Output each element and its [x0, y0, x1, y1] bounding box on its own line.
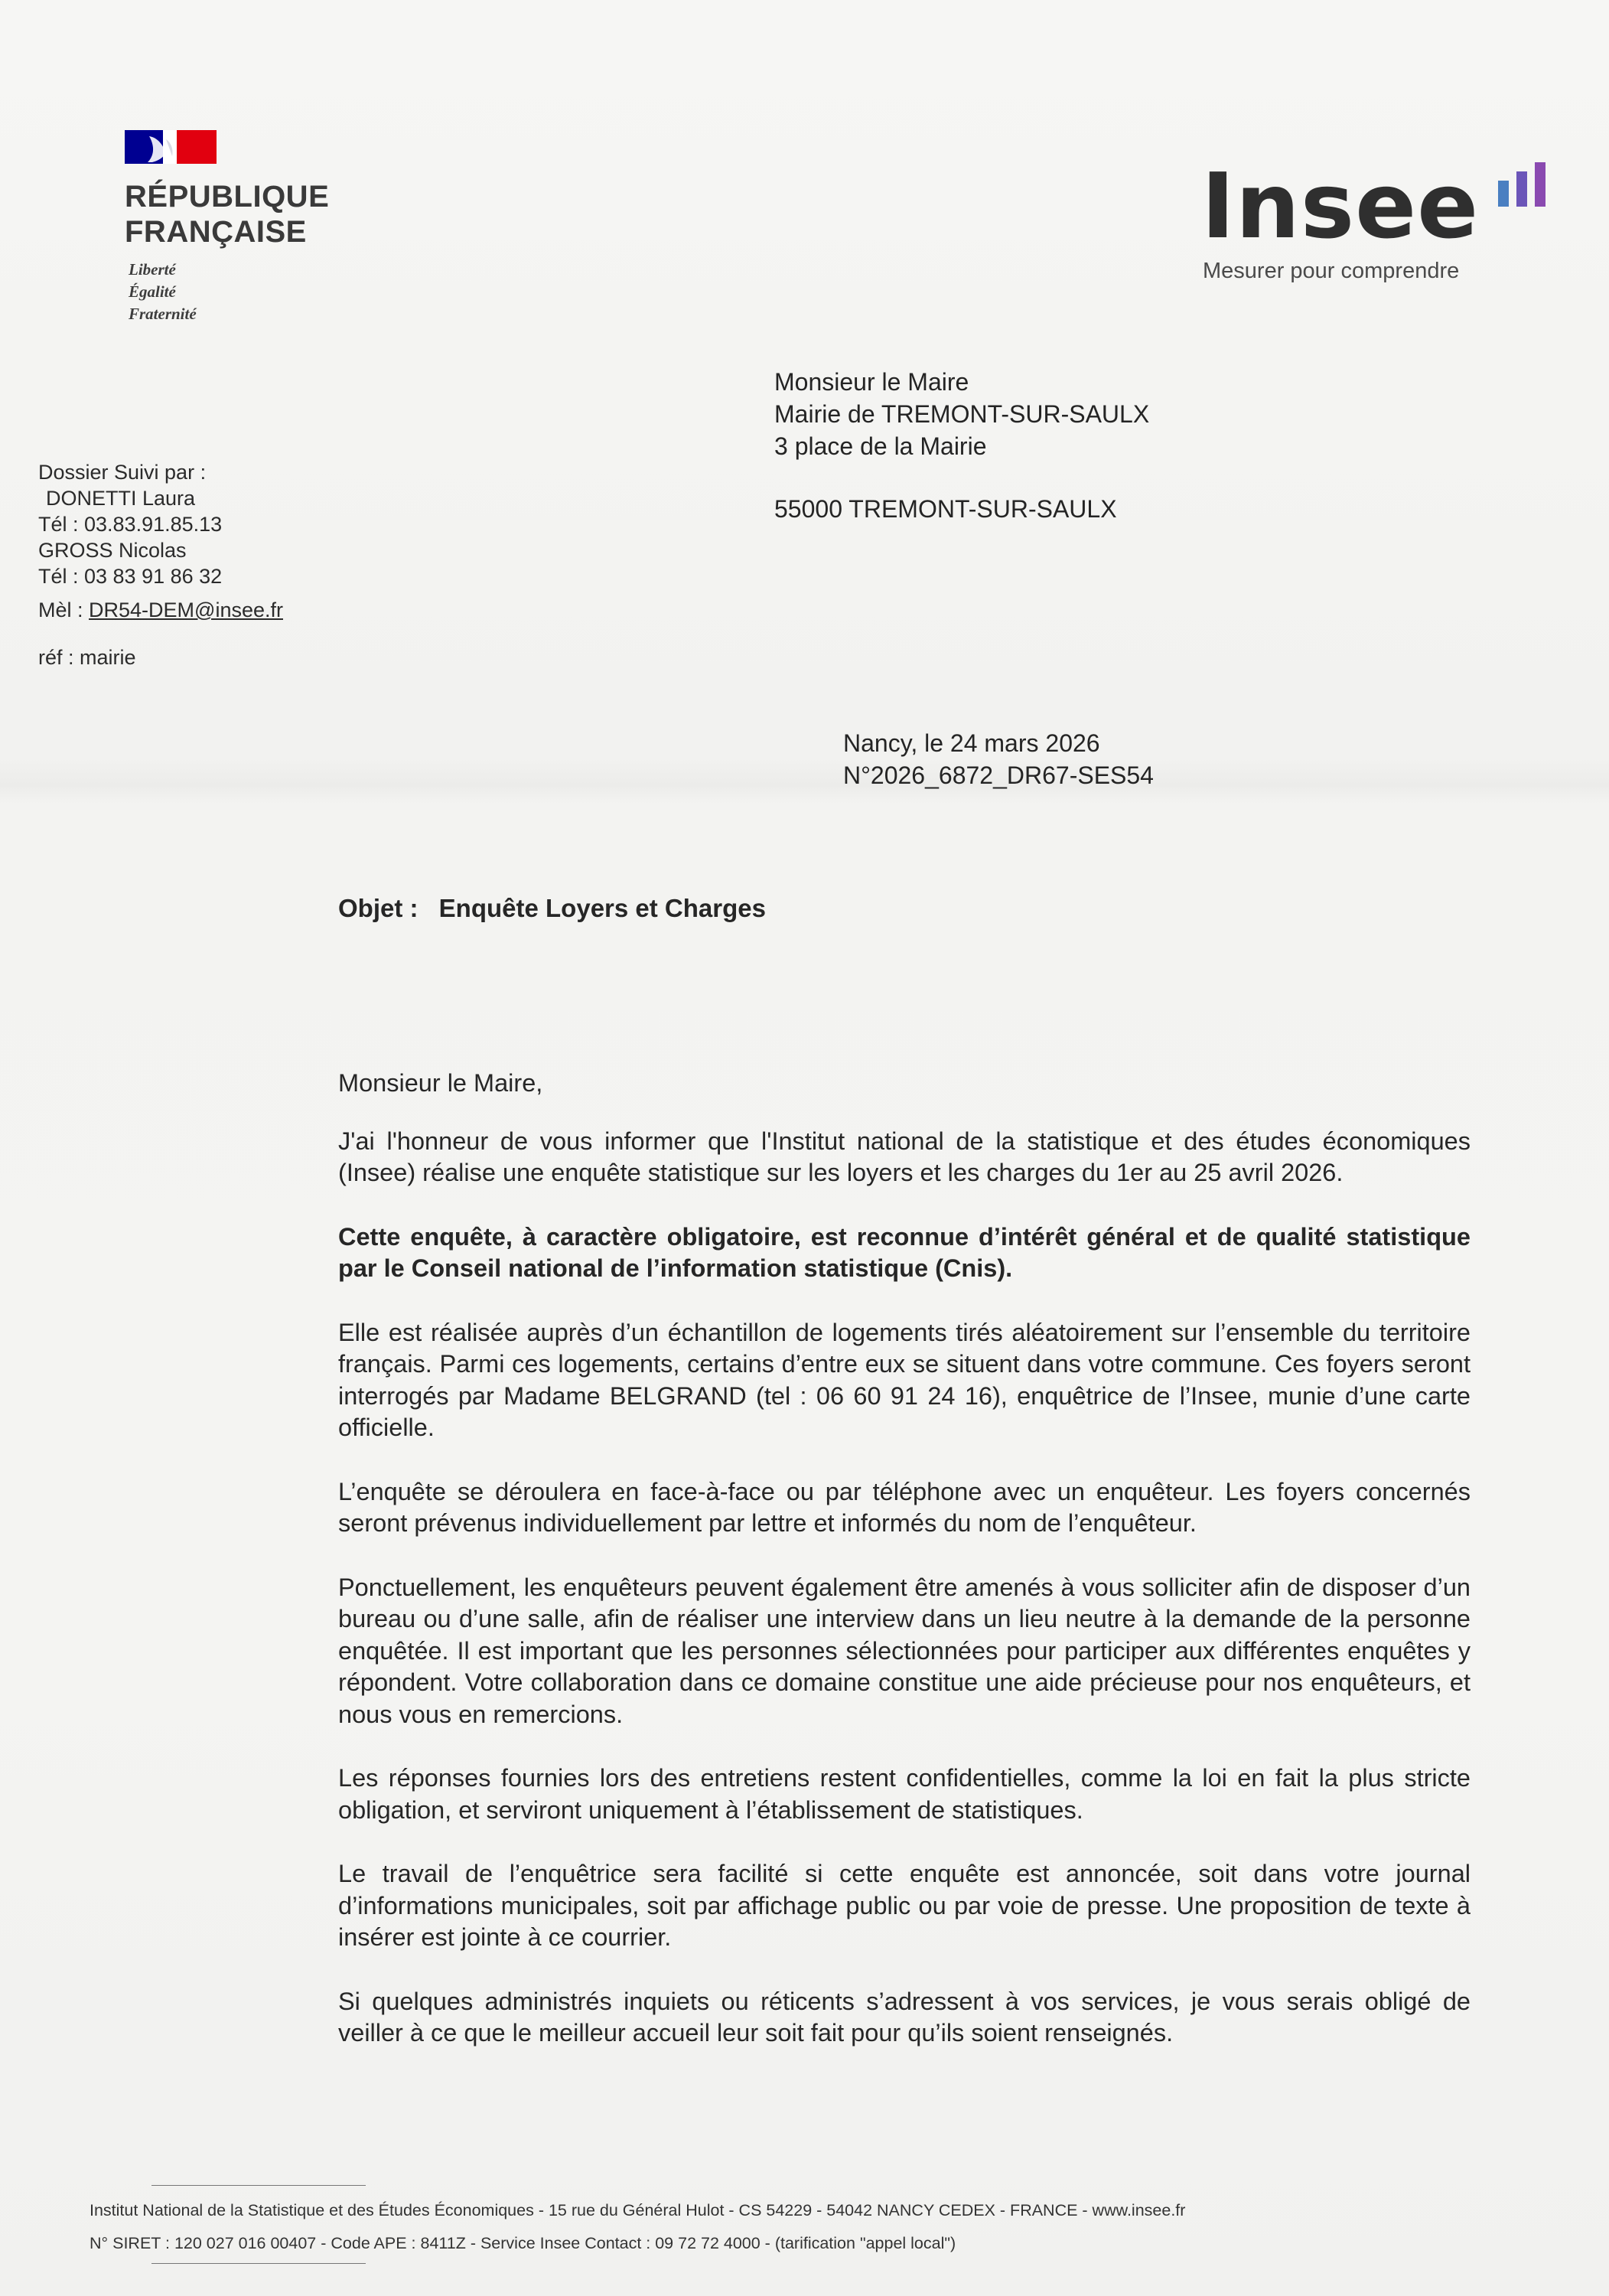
footer-divider-bottom	[151, 2263, 366, 2264]
email-row	[38, 597, 283, 623]
marianne-flag-icon	[125, 130, 217, 164]
body-paragraph: J'ai l'honneur de vous informer que l'Institut national de la statistique et des études économiques (Insee) réalise une enquête statistique sur les loyers et les charges du 1er au 25 avril 2026.	[338, 1127, 1471, 1186]
recipient-address	[774, 366, 1149, 525]
place-and-date: Nancy, le 24 mars 2026	[843, 729, 1100, 757]
subject-line	[338, 894, 766, 923]
recipient-institution: Mairie de TREMONT-SUR-SAULX	[774, 400, 1150, 428]
reference: réf : mairie	[38, 646, 136, 669]
insee-tagline: Mesurer pour comprendre	[1203, 259, 1460, 283]
contact-2-name: GROSS Nicolas	[38, 539, 187, 562]
body-paragraph: Elle est réalisée auprès d’un échantillon de logements tirés aléatoirement sur l’ensemble du territoire français. Parmi ces logements, certains d’entre eux se situent dans votre commune. Ces foyers seront interrogés par Madame BELGRAND (tel : 06 60 91 24 16), enquêtrice de l’Insee, munie d’une carte officielle.	[338, 1318, 1471, 1441]
recipient-street: 3 place de la Mairie	[774, 432, 987, 460]
rf-name-line-1: RÉPUBLIQUE	[125, 180, 330, 214]
letter-number: N°2026_6872_DR67-SES54	[843, 762, 1154, 789]
contact-1-name: DONETTI Laura	[46, 487, 196, 510]
footer	[90, 2194, 1185, 2260]
salutation: Monsieur le Maire,	[338, 1069, 543, 1097]
email-link[interactable]: DR54-DEM@insee.fr	[89, 598, 283, 621]
footer-legal: N° SIRET : 120 027 016 00407 - Code APE : 8411Z - Service Insee Contact : 09 72 72 4000 - (tarification "appel local")	[90, 2234, 956, 2252]
insee-bars-icon	[1498, 162, 1559, 208]
email-label: Mèl :	[38, 598, 83, 621]
insee-wordmark: Insee	[1201, 153, 1480, 259]
contact-1-phone: Tél : 03.83.91.85.13	[38, 513, 223, 536]
insee-logo	[1201, 153, 1568, 284]
letter-body	[338, 1068, 1471, 2082]
body-paragraph: Les réponses fournies lors des entretiens restent confidentielles, comme la loi en fait la plus stricte obligation, et serviront uniquement à l’établissement de statistiques.	[338, 1764, 1471, 1824]
rf-name-line-2: FRANÇAISE	[125, 215, 307, 249]
republique-francaise-logo	[125, 130, 354, 325]
footer-address: Institut National de la Statistique et des Études Économiques - 15 rue du Général Hulot - CS 54229 - 54042 NANCY CEDEX - FRANCE - www.insee.fr	[90, 2201, 1186, 2219]
footer-divider-top	[151, 2185, 366, 2186]
body-paragraph: Si quelques administrés inquiets ou réticents s’adressent à vos services, je vous serais obligé de veiller à ce que le meilleur accueil leur soit fait pour qu’ils soient renseignés.	[338, 1987, 1471, 2047]
body-paragraph: Le travail de l’enquêtrice sera facilité si cette enquête est annoncée, soit dans votre journal d’informations municipales, soit par affichage public ou par voie de presse. Une proposition de texte à insérer est jointe à ce courrier.	[338, 1860, 1471, 1951]
body-paragraph: L’enquête se déroulera en face-à-face ou par téléphone avec un enquêteur. Les foyers concernés seront prévenus individuellement par lettre et informés du nom de l’enquêteur.	[338, 1477, 1471, 1537]
body-paragraph-emphasis: Cette enquête, à caractère obligatoire, est reconnue d’intérêt général et de qualité statistique par le Conseil national de l’information statistique (Cnis).	[338, 1222, 1471, 1282]
contact-2-phone: Tél : 03 83 91 86 32	[38, 565, 223, 588]
republique-motto	[125, 259, 354, 325]
dossier-label: Dossier Suivi par :	[38, 461, 207, 484]
recipient-title: Monsieur le Maire	[774, 368, 969, 396]
motto-egalite: Égalité	[129, 282, 176, 301]
recipient-city: 55000 TREMONT-SUR-SAULX	[774, 495, 1117, 523]
body-paragraph: Ponctuellement, les enquêteurs peuvent également être amenés à vous solliciter afin de disposer d’un bureau ou d’une salle, afin de réaliser une interview dans un lieu neutre à la demande de la personne enquêtée. Il est important que les personnes sélectionnées pour participer aux différentes enquêtes y répondent. Votre collaboration dans ce domaine constitue une aide précieuse pour nos enquêteurs, et nous vous en remercions.	[338, 1573, 1471, 1728]
motto-fraternite: Fraternité	[129, 305, 197, 323]
motto-liberte: Liberté	[129, 260, 176, 279]
subject-text: Enquête Loyers et Charges	[438, 894, 766, 922]
sender-contact-block	[38, 459, 283, 670]
republique-francaise-name	[125, 179, 354, 249]
date-block	[843, 727, 1154, 791]
subject-label: Objet :	[338, 894, 419, 922]
